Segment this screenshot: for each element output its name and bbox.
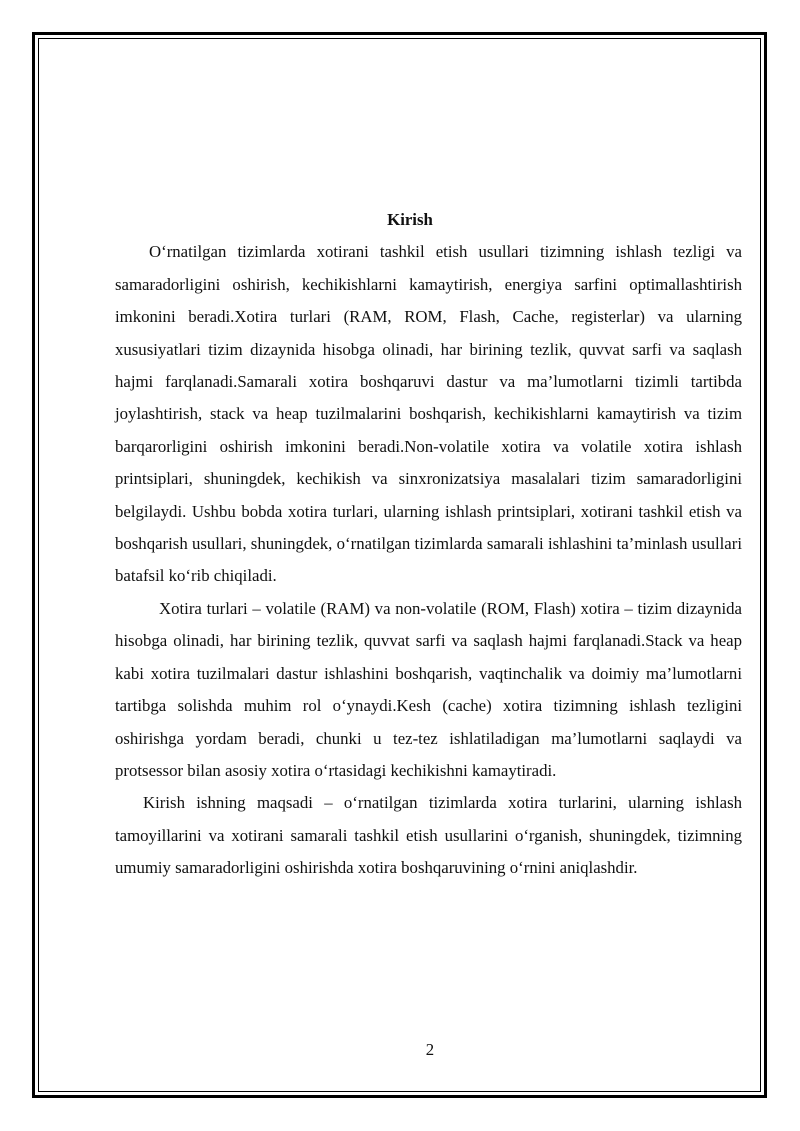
section-title: Kirish xyxy=(387,210,433,229)
page-number: 2 xyxy=(425,1040,435,1059)
paragraph-1: O‘rnatilgan tizimlarda xotirani tashkil etish usullari tizimning ishlash tezligi va samaradorligini oshirish, kechikishlarni kamaytirish, energiya sarfini optimallashtirish imkonini beradi.Xotira turlari (RAM, ROM, Flash, Cache, registerlar) va ularning xususiyatlari tizim dizaynida hisobga olinadi, har birining tezlik, quvvat sarfi va saqlash hajmi farqlanadi.Samarali xotira boshqaruvi dastur va ma’lumotlarni tizimli tartibda joylashtirish, stack va heap tuzilmalarini boshqarish, kechikishlarni kamaytirish va tizim barqarorligini oshirish imkonini beradi.Non-volatile xotira va volatile xotira ishlash printsiplari, shuningdek, kechikish va sinxronizatsiya masalalari tizim samaradorligini belgilaydi. Ushbu bobda xotira turlari, ularning ishlash printsiplari, xotirani tashkil etish va boshqarish usullari, shuningdek, o‘rnatilgan tizimlarda samarali ishlashini ta’minlash usullari batafsil ko‘rib chiqiladi. xyxy=(115,242,742,586)
paragraph-3: Kirish ishning maqsadi – o‘rnatilgan tizimlarda xotira turlarini, ularning ishlash tamoyillarini va xotirani samarali tashkil etish usullarini o‘rganish, shuningdek, tizimning umumiy samaradorligini oshirishda xotira boshqaruvining o‘rnini aniqlashdir. xyxy=(115,793,742,878)
document-body xyxy=(115,204,742,885)
paragraph-2: Xotira turlari – volatile (RAM) va non-volatile (ROM, Flash) xotira – tizim dizaynida hisobga olinadi, har birining tezlik, quvvat sarfi va saqlash hajmi farqlanadi.Stack va heap kabi xotira tuzilmalari dastur ishlashini boshqarish, vaqtinchalik va doimiy ma’lumotlarni tartibga solishda muhim rol o‘ynaydi.Kesh (cache) xotira tizimning ishlash tezligini oshirishga yordam beradi, chunki u tez-tez ishlatiladigan ma’lumotlarni saqlaydi va protsessor bilan asosiy xotira o‘rtasidagi kechikishni kamaytiradi. xyxy=(115,598,742,780)
